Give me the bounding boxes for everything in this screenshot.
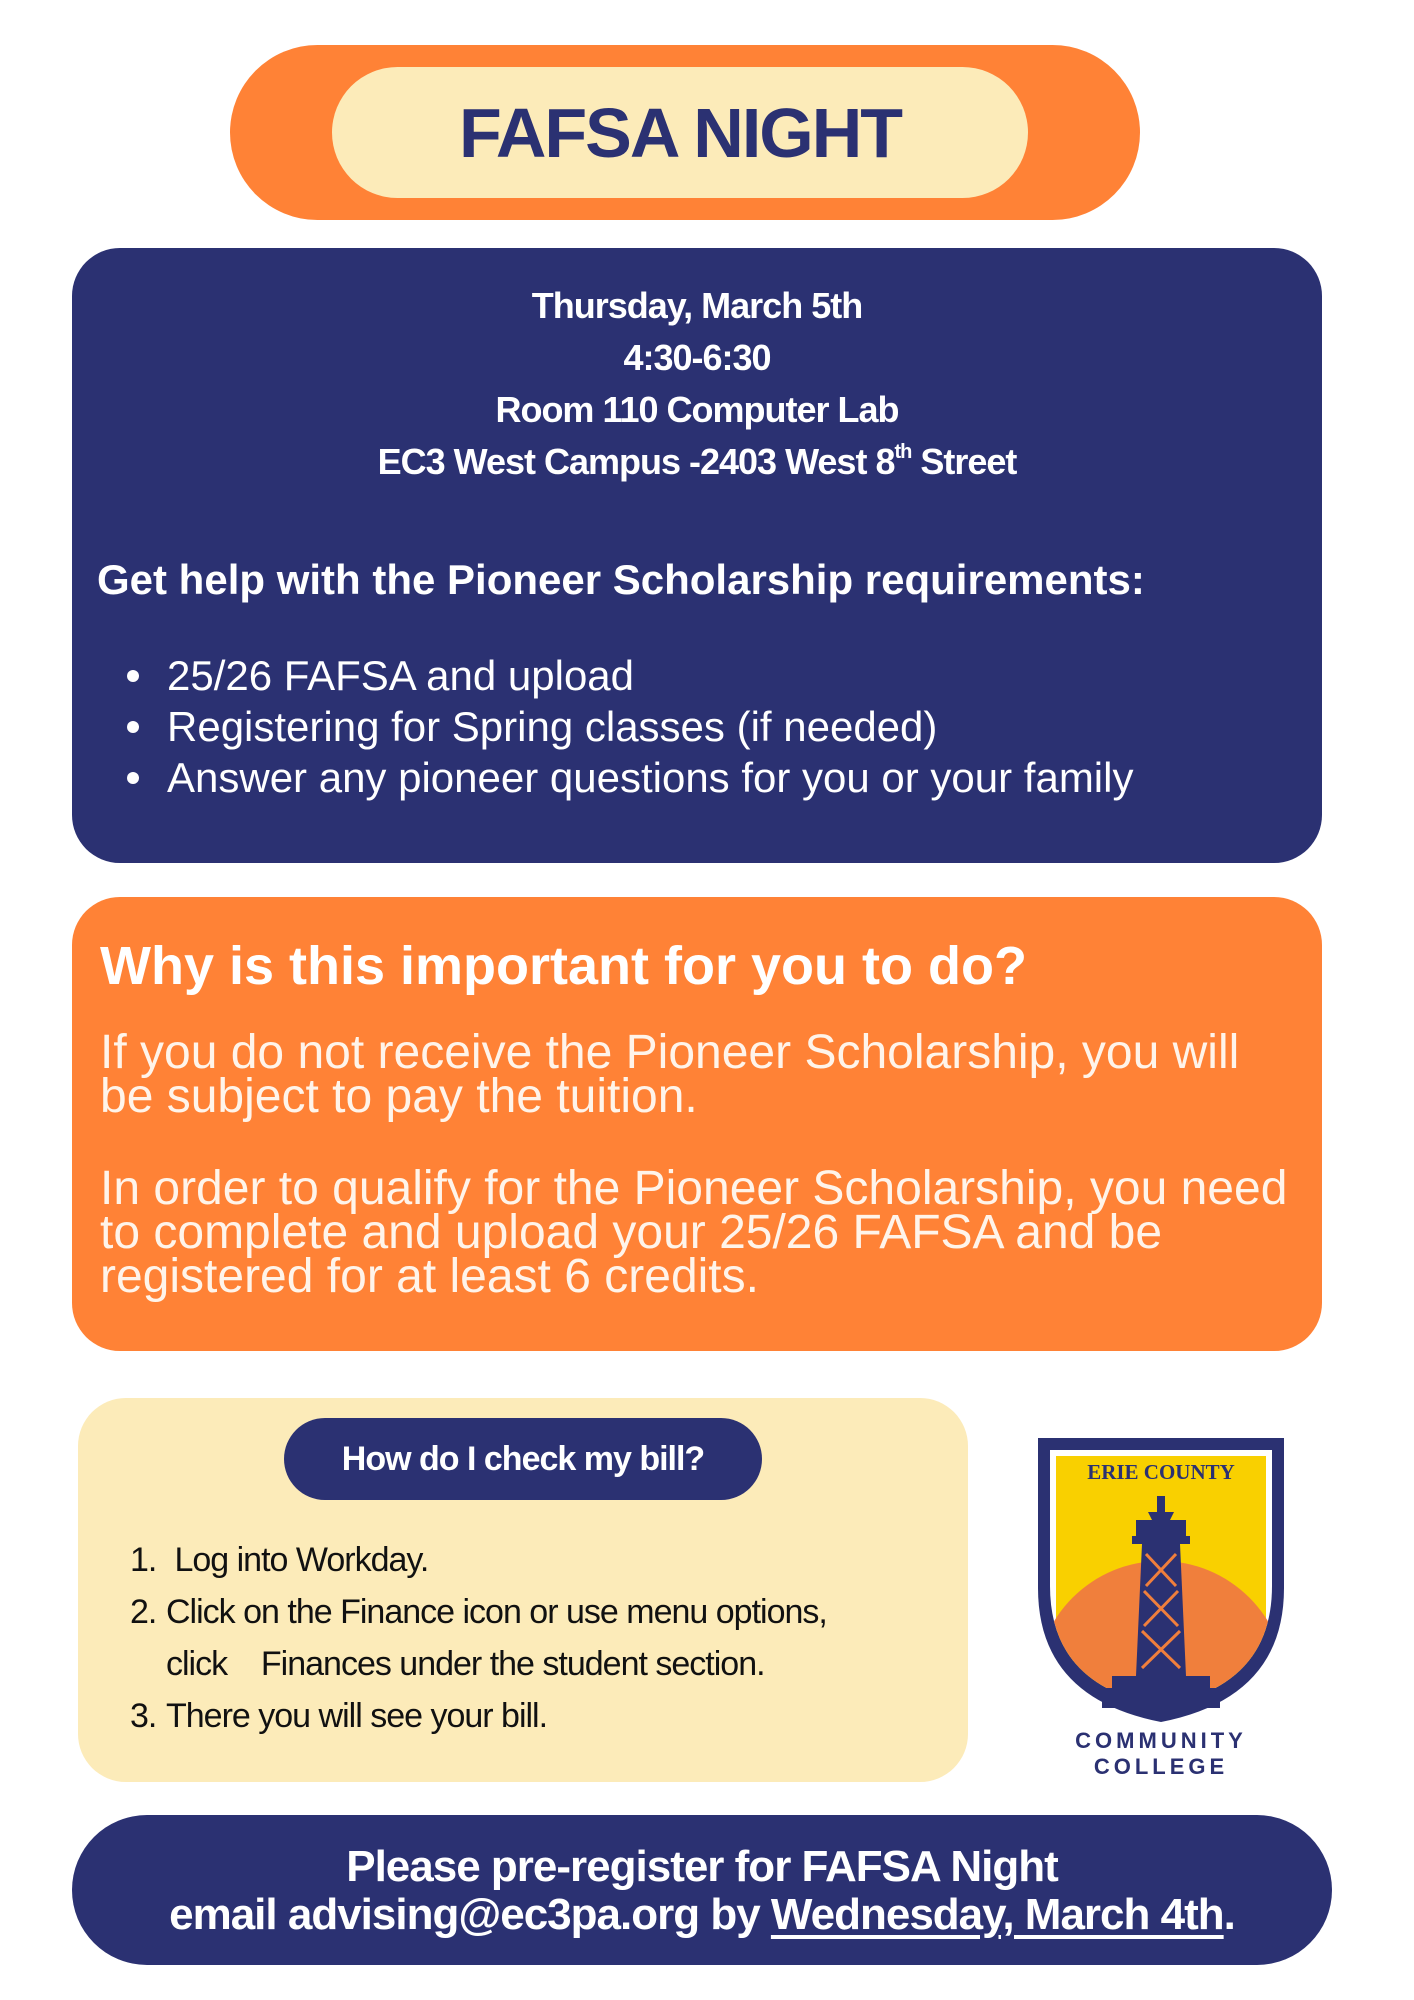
- bullet-icon: [127, 721, 139, 733]
- bill-heading-badge: How do I check my bill?: [284, 1418, 762, 1500]
- list-item: [130, 1534, 827, 1586]
- preregister-text: [72, 1843, 1332, 1939]
- step-text: There you will see your bill.: [166, 1697, 548, 1735]
- check-bill-panel: [78, 1398, 968, 1782]
- location-suffix: Street: [911, 441, 1017, 482]
- event-room: Room 110 Computer Lab: [495, 389, 899, 430]
- bullet-icon: [127, 670, 139, 682]
- footer-line-1: Please pre-register for FAFSA Night: [346, 1842, 1058, 1891]
- why-paragraph-2: In order to qualify for the Pioneer Scholarship, you need to complete and upload your 25/26 FAFSA and be registered for at least 6 credits.: [100, 1162, 1288, 1303]
- title-pill: [332, 67, 1028, 198]
- logo-text-college: COLLEGE: [1093, 1754, 1229, 1779]
- college-logo: [1036, 1436, 1286, 1796]
- why-heading: Why is this important for you to do?: [100, 936, 1027, 996]
- list-item: [130, 1638, 827, 1690]
- event-info-panel: [72, 248, 1322, 863]
- list-item: [167, 701, 1133, 752]
- event-time: 4:30-6:30: [623, 337, 771, 378]
- event-date: Thursday, March 5th: [531, 285, 863, 326]
- step-text: click Finances under the student section.: [166, 1645, 765, 1683]
- preregister-banner: [72, 1815, 1332, 1965]
- list-item: [130, 1690, 827, 1742]
- footer-line-2: [72, 1891, 1332, 1939]
- bullet-icon: [127, 772, 139, 784]
- deadline-link: Wednesday, March 4th: [770, 1890, 1224, 1939]
- help-heading: Get help with the Pioneer Scholarship requirements:: [97, 556, 1145, 603]
- why-paragraph-1: If you do not receive the Pioneer Scholarship, you will be subject to pay the tuition.: [100, 1026, 1240, 1123]
- event-location: [72, 436, 1322, 488]
- step-number: 2.: [130, 1593, 157, 1631]
- step-number: 3.: [130, 1697, 157, 1735]
- logo-seal-text: ERIE COUNTY: [1087, 1460, 1235, 1484]
- step-text: Click on the Finance icon or use menu options,: [166, 1593, 827, 1631]
- list-item-text: Registering for Spring classes (if needed): [167, 703, 938, 750]
- location-prefix: EC3 West Campus -2403 West 8: [377, 441, 895, 482]
- logo-text-community: COMMUNITY: [1075, 1728, 1247, 1753]
- help-list: [72, 650, 1133, 803]
- step-number: 1.: [130, 1541, 157, 1579]
- location-ordinal: th: [894, 441, 912, 463]
- list-item: [167, 650, 1133, 701]
- list-item-text: 25/26 FAFSA and upload: [167, 652, 635, 699]
- footer-email-text: email advising@ec3pa.org by: [169, 1890, 771, 1939]
- bill-steps-list: [130, 1534, 827, 1742]
- list-item: [130, 1586, 827, 1638]
- page-title: FAFSA NIGHT: [458, 93, 902, 172]
- footer-period: .: [1223, 1890, 1235, 1939]
- list-item: [167, 752, 1133, 803]
- event-details: [72, 280, 1322, 488]
- step-text: Log into Workday.: [166, 1541, 429, 1579]
- list-item-text: Answer any pioneer questions for you or your family: [167, 754, 1134, 801]
- why-important-panel: [72, 897, 1322, 1351]
